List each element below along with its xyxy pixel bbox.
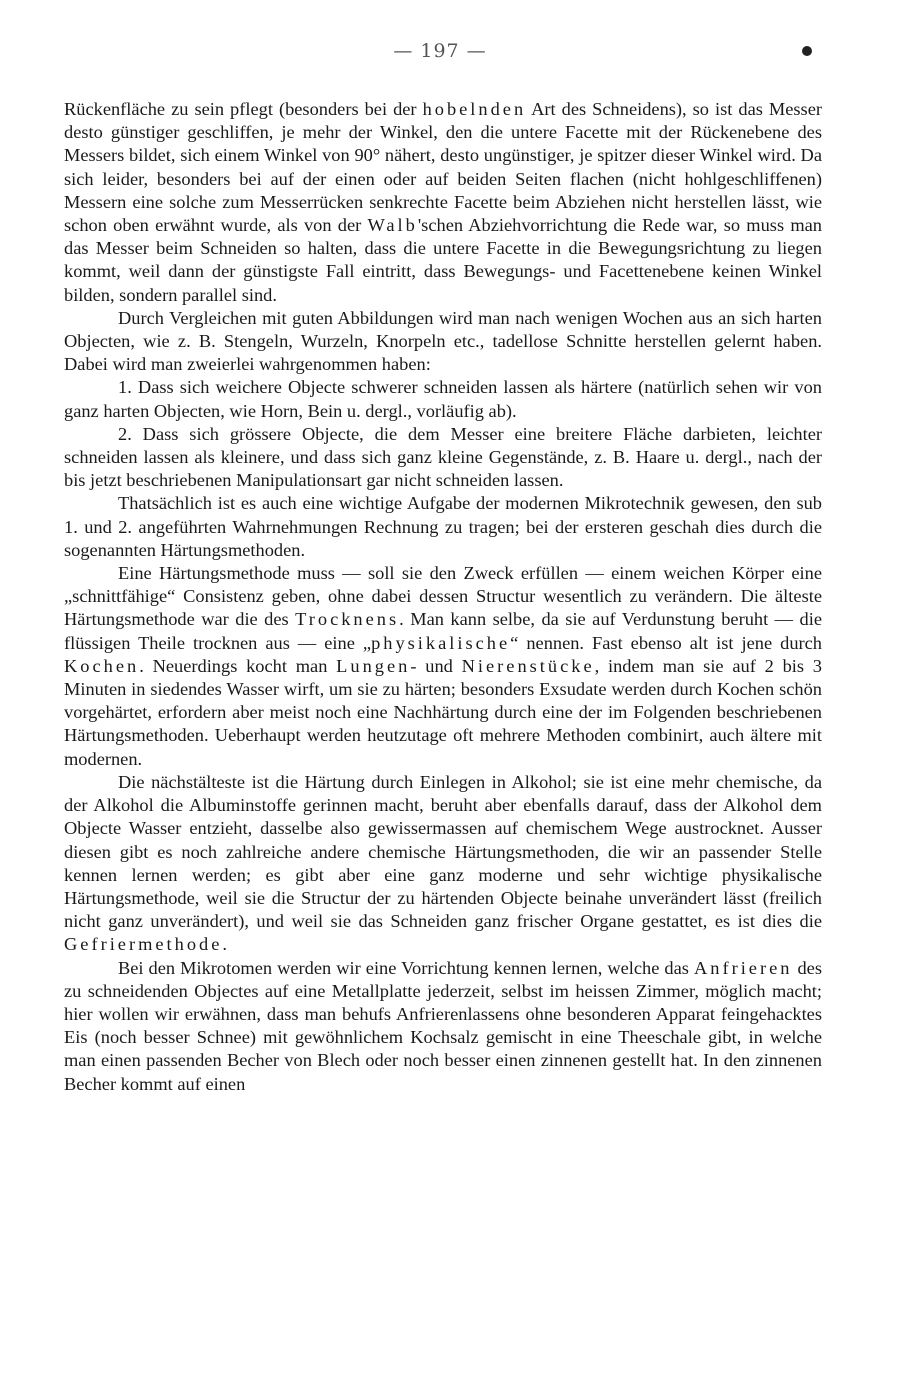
emphasized-text: Trocknens bbox=[295, 609, 400, 630]
emphasized-text: Kochen bbox=[64, 655, 140, 676]
emphasized-text: hobelnden bbox=[422, 99, 527, 119]
ink-dot-mark bbox=[802, 46, 812, 56]
text-run: - und bbox=[410, 655, 462, 676]
paragraph bbox=[64, 957, 822, 1096]
text-run: des zu schneidenden Objectes auf eine Metallplatte jederzeit, selbst im heissen Zimmer, möglich macht; hier wollen wir erwähnen, dass man behufs Anfrierenlassens ohne besonderen Apparat feingehacktes Eis (noch besser Schnee) mit gewöhnlichem Kochsalz gemischt in eine Theeschale gibt, in welche man einen passenden Becher von Blech oder noch besser einen zinnenen gestellt hat. In den zinnenen Becher kommt auf einen bbox=[64, 957, 822, 1094]
paragraph bbox=[64, 562, 822, 771]
paragraph bbox=[64, 98, 822, 307]
page-header bbox=[0, 40, 900, 68]
paragraph bbox=[64, 492, 822, 562]
text-run: 2. Dass sich grössere Objecte, die dem Messer eine breitere Fläche darbieten, leichter schneiden lassen als kleinere, und dass sich ganz kleine Gegenstände, z. B. Haare u. dergl., nach der bis jetzt beschriebenen Manipulationsart gar nicht schneiden lassen. bbox=[64, 423, 822, 491]
emphasized-text: Lungen bbox=[336, 655, 411, 676]
text-run: . Neuerdings kocht man bbox=[139, 655, 337, 676]
emphasized-text: Walb bbox=[367, 215, 418, 236]
text-run: 1. Dass sich weichere Objecte schwerer schneiden lassen als härtere (natürlich sehen wir von ganz harten Objecten, wie Horn, Bein u. dergl., vorläufig ab). bbox=[64, 377, 822, 421]
text-run: Thatsächlich ist es auch eine wichtige Aufgabe der modernen Mikrotechnik gewesen, den sub 1. und 2. angeführten Wahrnehmungen Rechnung zu tragen; bei der ersteren geschah dies durch die sogenannten Härtungsmethoden. bbox=[64, 493, 822, 560]
text-run: Bei den Mikrotomen werden wir eine Vorrichtung kennen lernen, welche das bbox=[118, 957, 694, 978]
emphasized-text: physikalische bbox=[371, 632, 511, 653]
text-run: “ nennen. Fast ebenso alt ist jene durch bbox=[510, 632, 822, 653]
emphasized-text: Anfrieren bbox=[693, 957, 793, 978]
text-run: . Man kann selbe, da sie auf Verdunstung beruht — die flüssigen Theile trocknen aus — eine „ bbox=[64, 609, 823, 653]
text-run: Die nächstälteste ist die Härtung durch Einlegen in Alkohol; sie ist eine mehr chemische, da der Alkohol die Albuminstoffe gerinnen macht, beruht aber ebenfalls darauf, dass der Alkohol dem Objecte Wasser entzieht, dasselbe also gewissermassen auf chemischem Wege austrocknet. Ausser diesen gibt es noch zahlreiche andere chemische Härtungsmethoden, die wir an passender Stelle kennen lernen werden; es gibt aber eine ganz moderne und sehr wichtige physikalische Härtungsmethode, weil sie die Structur der zu härtenden Objecte beinahe unverändert lässt (freilich nicht ganz unverändert), und weil sie das Schneiden ganz frischer Organe gestattet, es ist dies die bbox=[64, 771, 822, 932]
body-text bbox=[64, 98, 822, 1096]
paragraph bbox=[64, 423, 822, 493]
page-number: — 197 — bbox=[393, 40, 487, 62]
text-run: . bbox=[222, 934, 228, 955]
text-run: Art des Schneidens), so ist das Messer desto günstiger geschliffen, je mehr der Winkel, den die untere Facette mit der Rückenebene des Messers bildet, sich einem Winkel von 90° nähert, desto ungünstiger, je spitzer dieser Winkel wird. Da sich leider, besonders bei auf der einen oder auf beiden Seiten flachen (nicht hohlgeschliffenen) Messern eine solche zum Messerrücken senkrechte Facette beim Abziehen nicht herstellen lässt, wie schon oben erwähnt wurde, als von der bbox=[64, 99, 822, 236]
text-run: Eine Härtungsmethode muss — soll sie den Zweck erfüllen — einem weichen Körper eine „schnittfähige“ Consistenz geben, ohne dabei dessen Structur wesentlich zu verändern. Die älteste Härtungsmethode war die des bbox=[64, 563, 822, 630]
paragraph bbox=[64, 771, 822, 957]
paragraph bbox=[64, 376, 822, 422]
paragraph bbox=[64, 307, 822, 377]
text-run: Rückenfläche zu sein pflegt (besonders bei der bbox=[64, 99, 423, 119]
emphasized-text: Nierenstücke bbox=[461, 655, 595, 676]
text-run: 'schen Abziehvorrichtung die Rede war, so muss man das Messer beim Schneiden so halten, dass die untere Facette in die Bewegungsrichtung zu liegen kommt, weil dann der günstigste Fall eintritt, dass Bewegungs- und Facettenebene keinen Winkel bilden, sondern parallel sind. bbox=[64, 215, 823, 305]
text-run: , indem man sie auf 2 bis 3 Minuten in siedendes Wasser wirft, um sie zu härten; besonders Exsudate werden durch Kochen schön vorgehärtet, erfordern aber meist noch eine Nachhärtung durch eine der im Folgenden beschriebenen Härtungsmethoden. Ueberhaupt werden heutzutage oft mehrere Methoden combinirt, auch ältere mit modernen. bbox=[64, 655, 822, 769]
text-run: Durch Vergleichen mit guten Abbildungen wird man nach wenigen Wochen aus an sich harten Objecten, wie z. B. Stengeln, Wurzeln, Knorpeln etc., tadellose Schnitte herstellen gelernt haben. Dabei wird man zweierlei wahrgenommen haben: bbox=[64, 307, 822, 375]
emphasized-text: Gefriermethode bbox=[64, 934, 223, 955]
